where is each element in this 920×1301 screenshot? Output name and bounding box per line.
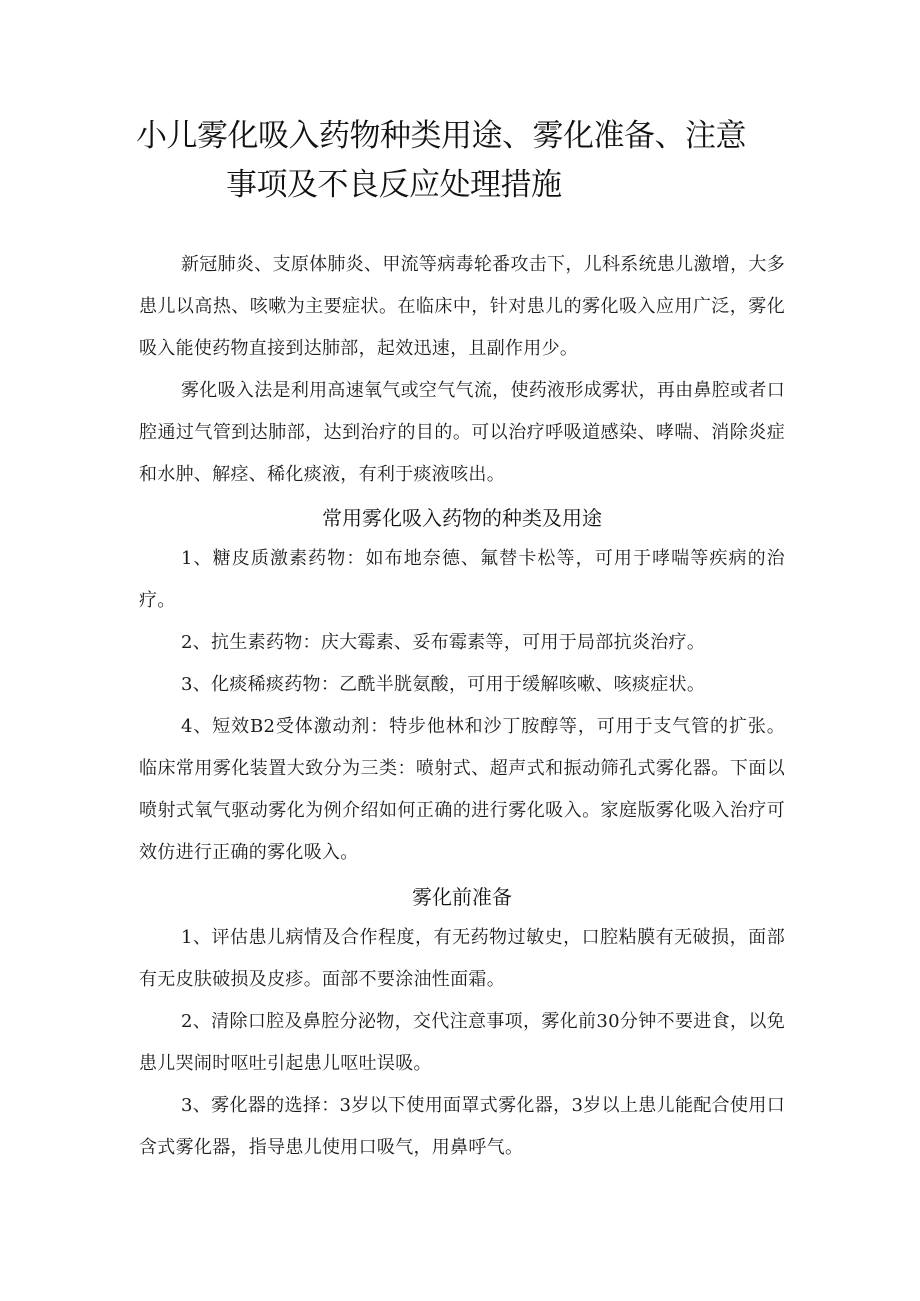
intro-paragraph-2: 雾化吸入法是利用高速氧气或空气气流，使药液形成雾状，再由鼻腔或者口腔通过气管到达肺部，达到治疗的目的。可以治疗呼吸道感染、哮喘、消除炎症和水肿、解痉、稀化痰液，有利于痰液咳出。 (139, 380, 785, 485)
drug-item-1: 1、糖皮质激素药物：如布地奈德、氟替卡松等，可用于哮喘等疾病的治疗。 (139, 548, 785, 611)
prep-item-1: 1、评估患儿病情及合作程度，有无药物过敏史，口腔粘膜有无破损，面部有无皮肤破损及皮疹。面部不要涂油性面霜。 (139, 927, 785, 990)
document-title-line-1: 小儿雾化吸入药物种类用途、雾化准备、注意 (136, 118, 746, 154)
document-title-line-2: 事项及不良反应处理措施 (226, 167, 562, 203)
section-heading-drug-types: 常用雾化吸入药物的种类及用途 (322, 506, 602, 530)
intro-paragraph-1: 新冠肺炎、支原体肺炎、甲流等病毒轮番攻击下，儿科系统患儿激增，大多患儿以高热、咳嗽为主要症状。在临床中，针对患儿的雾化吸入应用广泛，雾化吸入能使药物直接到达肺部，起效迅速，且副作用少。 (139, 254, 785, 359)
section-heading-preparation: 雾化前准备 (412, 885, 512, 909)
prep-item-2: 2、清除口腔及鼻腔分泌物，交代注意事项，雾化前30分钟不要进食，以免患儿哭闹时呕吐引起患儿呕吐误吸。 (139, 1011, 785, 1074)
drug-item-3: 3、化痰稀痰药物：乙酰半胱氨酸，可用于缓解咳嗽、咳痰症状。 (181, 674, 706, 695)
drug-item-4: 4、短效B2受体激动剂：特步他林和沙丁胺醇等，可用于支气管的扩张。临床常用雾化装置大致分为三类：喷射式、超声式和振动筛孔式雾化器。下面以喷射式氧气驱动雾化为例介绍如何正确的进行雾化吸入。家庭版雾化吸入治疗可效仿进行正确的雾化吸入。 (139, 716, 785, 863)
prep-item-3: 3、雾化器的选择：3岁以下使用面罩式雾化器，3岁以上患儿能配合使用口含式雾化器，指导患儿使用口吸气，用鼻呼气。 (139, 1095, 785, 1158)
drug-item-2: 2、抗生素药物：庆大霉素、妥布霉素等，可用于局部抗炎治疗。 (181, 632, 706, 653)
